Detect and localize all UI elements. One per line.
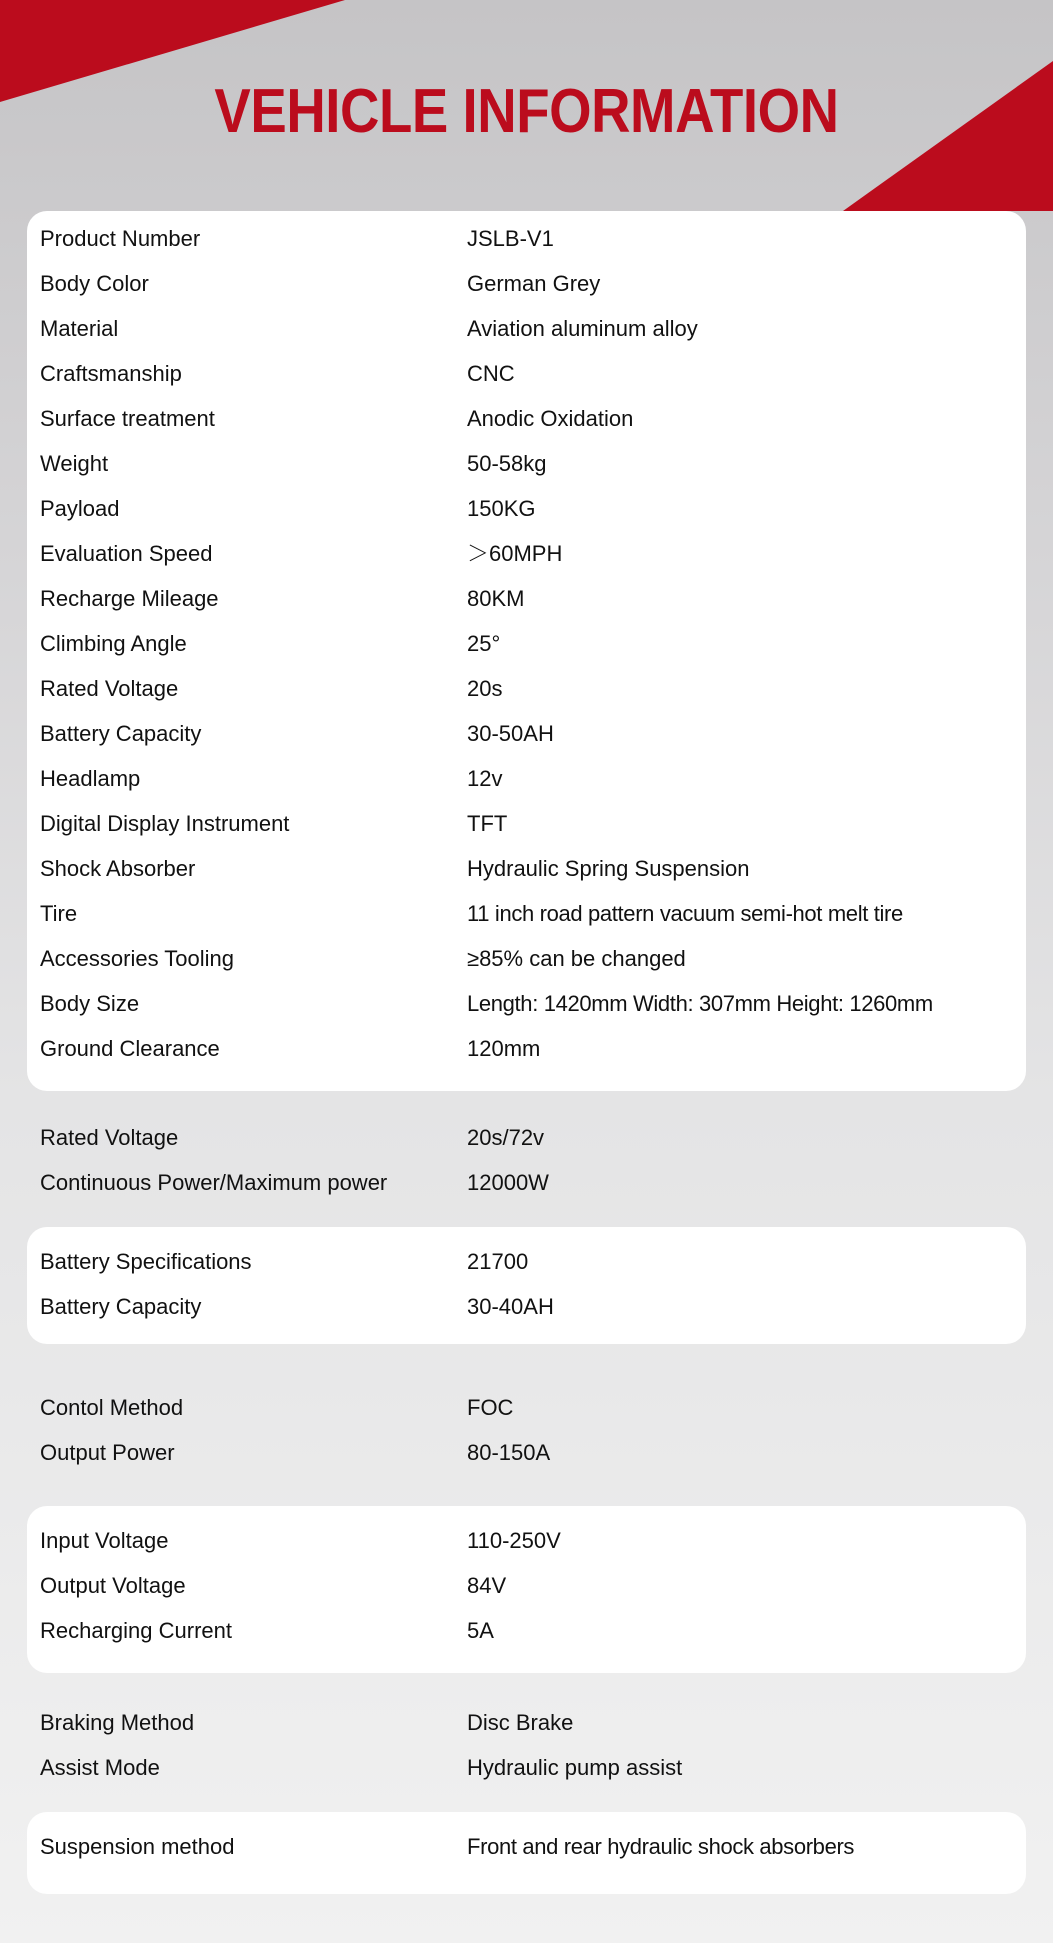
spec-label: Material xyxy=(40,316,119,341)
spec-label: Digital Display Instrument xyxy=(40,811,290,836)
spec-value: Hydraulic Spring Suspension xyxy=(467,856,750,881)
spec-value: 12000W xyxy=(467,1170,549,1195)
spec-value: Length: 1420mm Width: 307mm Height: 1260mm xyxy=(467,991,933,1016)
spec-label: Rated Voltage xyxy=(40,1125,179,1150)
spec-label: Craftsmanship xyxy=(40,361,182,386)
spec-row xyxy=(27,441,1026,486)
spec-label: Tire xyxy=(40,901,78,926)
spec-label: Continuous Power/Maximum power xyxy=(40,1170,388,1195)
spec-row xyxy=(27,1518,1026,1563)
spec-value: 12v xyxy=(467,766,503,791)
spec-label: Evaluation Speed xyxy=(40,541,213,566)
spec-label: Body Size xyxy=(40,991,140,1016)
spec-section-2 xyxy=(27,1115,1026,1205)
spec-row xyxy=(27,1700,1026,1745)
spec-value: FOC xyxy=(467,1395,514,1420)
spec-row xyxy=(27,1239,1026,1284)
spec-value: 120mm xyxy=(467,1036,541,1061)
spec-value: Anodic Oxidation xyxy=(467,406,634,431)
spec-label: Battery Specifications xyxy=(40,1249,252,1274)
spec-row xyxy=(27,711,1026,756)
spec-row xyxy=(27,801,1026,846)
spec-label: Surface treatment xyxy=(40,406,215,431)
spec-value: Disc Brake xyxy=(467,1710,574,1735)
spec-label: Body Color xyxy=(40,271,149,296)
spec-label: Assist Mode xyxy=(40,1755,160,1780)
spec-label: Payload xyxy=(40,496,120,521)
spec-label: Suspension method xyxy=(40,1834,235,1859)
spec-row xyxy=(27,1026,1026,1071)
spec-value: 20s xyxy=(467,676,503,701)
spec-label: Headlamp xyxy=(40,766,141,791)
spec-value: German Grey xyxy=(467,271,601,296)
spec-value: JSLB-V1 xyxy=(467,226,554,251)
spec-label: Contol Method xyxy=(40,1395,184,1420)
spec-row xyxy=(27,981,1026,1026)
spec-value: Aviation aluminum alloy xyxy=(467,316,698,341)
spec-label: Output Power xyxy=(40,1440,175,1465)
spec-row xyxy=(27,891,1026,936)
spec-row xyxy=(27,846,1026,891)
spec-row xyxy=(27,936,1026,981)
spec-section-7 xyxy=(27,1812,1026,1894)
spec-row xyxy=(27,621,1026,666)
spec-label: Ground Clearance xyxy=(40,1036,220,1061)
spec-row xyxy=(27,576,1026,621)
spec-row xyxy=(27,396,1026,441)
spec-row xyxy=(27,1824,1026,1869)
spec-section-1 xyxy=(27,211,1026,1091)
spec-row xyxy=(27,756,1026,801)
spec-label: Output Voltage xyxy=(40,1573,186,1598)
spec-value: 25° xyxy=(467,631,501,656)
spec-section-4 xyxy=(27,1385,1026,1475)
spec-value: TFT xyxy=(467,811,508,836)
spec-label: Recharging Current xyxy=(40,1618,232,1643)
spec-value: 80KM xyxy=(467,586,525,611)
spec-row xyxy=(27,666,1026,711)
spec-label: Input Voltage xyxy=(40,1528,169,1553)
spec-row xyxy=(27,351,1026,396)
spec-row xyxy=(27,1608,1026,1653)
spec-row xyxy=(27,306,1026,351)
spec-value: 20s/72v xyxy=(467,1125,545,1150)
spec-row xyxy=(27,486,1026,531)
spec-value: 21700 xyxy=(467,1249,529,1274)
spec-section-3 xyxy=(27,1227,1026,1344)
spec-value: ≥85% can be changed xyxy=(467,946,686,971)
spec-value: Hydraulic pump assist xyxy=(467,1755,683,1780)
spec-section-5 xyxy=(27,1506,1026,1673)
spec-row xyxy=(27,216,1026,261)
spec-row xyxy=(27,261,1026,306)
spec-label: Braking Method xyxy=(40,1710,195,1735)
spec-label: Battery Capacity xyxy=(40,1294,202,1319)
spec-row xyxy=(27,1430,1026,1475)
page-title: VEHICLE INFORMATION xyxy=(214,77,839,146)
spec-row xyxy=(27,1160,1026,1205)
spec-row xyxy=(27,1385,1026,1430)
spec-label: Shock Absorber xyxy=(40,856,196,881)
spec-label: Rated Voltage xyxy=(40,676,179,701)
spec-label: Climbing Angle xyxy=(40,631,187,656)
spec-row xyxy=(27,1284,1026,1329)
spec-value: 50-58kg xyxy=(467,451,547,476)
spec-row xyxy=(27,1563,1026,1608)
spec-value: Front and rear hydraulic shock absorbers xyxy=(467,1834,855,1859)
spec-label: Recharge Mileage xyxy=(40,586,219,611)
spec-value: 30-40AH xyxy=(467,1294,554,1319)
spec-row xyxy=(27,531,1026,576)
spec-value: 80-150A xyxy=(467,1440,551,1465)
spec-value: 11 inch road pattern vacuum semi-hot melt tire xyxy=(467,901,903,926)
spec-value: 150KG xyxy=(467,496,536,521)
spec-row xyxy=(27,1745,1026,1790)
spec-value: 30-50AH xyxy=(467,721,554,746)
spec-value: ＞60MPH xyxy=(467,541,563,566)
spec-value: 84V xyxy=(467,1573,507,1598)
spec-section-6 xyxy=(27,1700,1026,1790)
spec-label: Accessories Tooling xyxy=(40,946,235,971)
spec-value: CNC xyxy=(467,361,515,386)
spec-value: 110-250V xyxy=(467,1528,561,1553)
spec-value: 5A xyxy=(467,1618,494,1643)
spec-label: Product Number xyxy=(40,226,201,251)
spec-label: Battery Capacity xyxy=(40,721,202,746)
spec-row xyxy=(27,1115,1026,1160)
spec-label: Weight xyxy=(40,451,109,476)
